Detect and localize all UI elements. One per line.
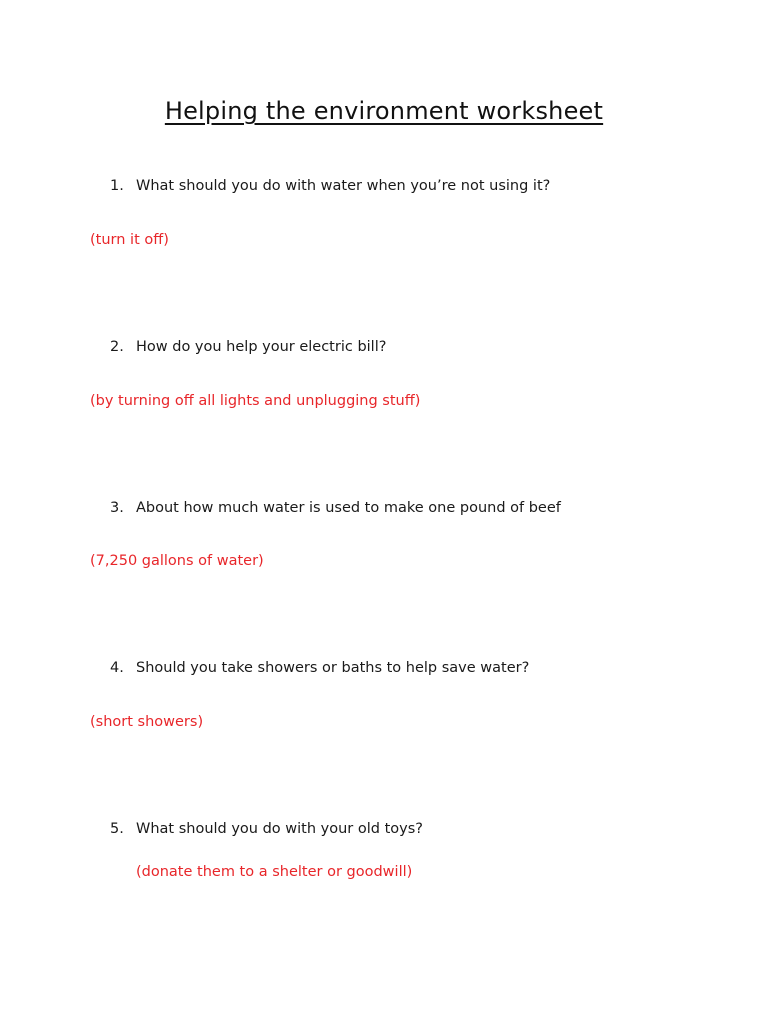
question-text: About how much water is used to make one pound of beef xyxy=(136,500,561,516)
worksheet-title: Helping the environment worksheet xyxy=(164,97,604,125)
question-text: Should you take showers or baths to help save water? xyxy=(136,660,530,676)
answer-2: (by turning off all lights and unplugging stuff) xyxy=(90,393,421,409)
question-text: How do you help your electric bill? xyxy=(136,339,387,355)
answer-4: (short showers) xyxy=(90,714,204,730)
question-number: 3. xyxy=(110,500,124,516)
answer-3: (7,250 gallons of water) xyxy=(90,553,264,569)
question-text: What should you do with your old toys? xyxy=(136,821,423,837)
question-text: What should you do with water when you’re not using it? xyxy=(136,178,551,194)
question-number: 5. xyxy=(110,821,124,837)
answer-1: (turn it off) xyxy=(90,232,169,248)
question-number: 2. xyxy=(110,339,124,355)
question-number: 4. xyxy=(110,660,124,676)
question-number: 1. xyxy=(110,178,124,194)
answer-5: (donate them to a shelter or goodwill) xyxy=(136,864,413,880)
